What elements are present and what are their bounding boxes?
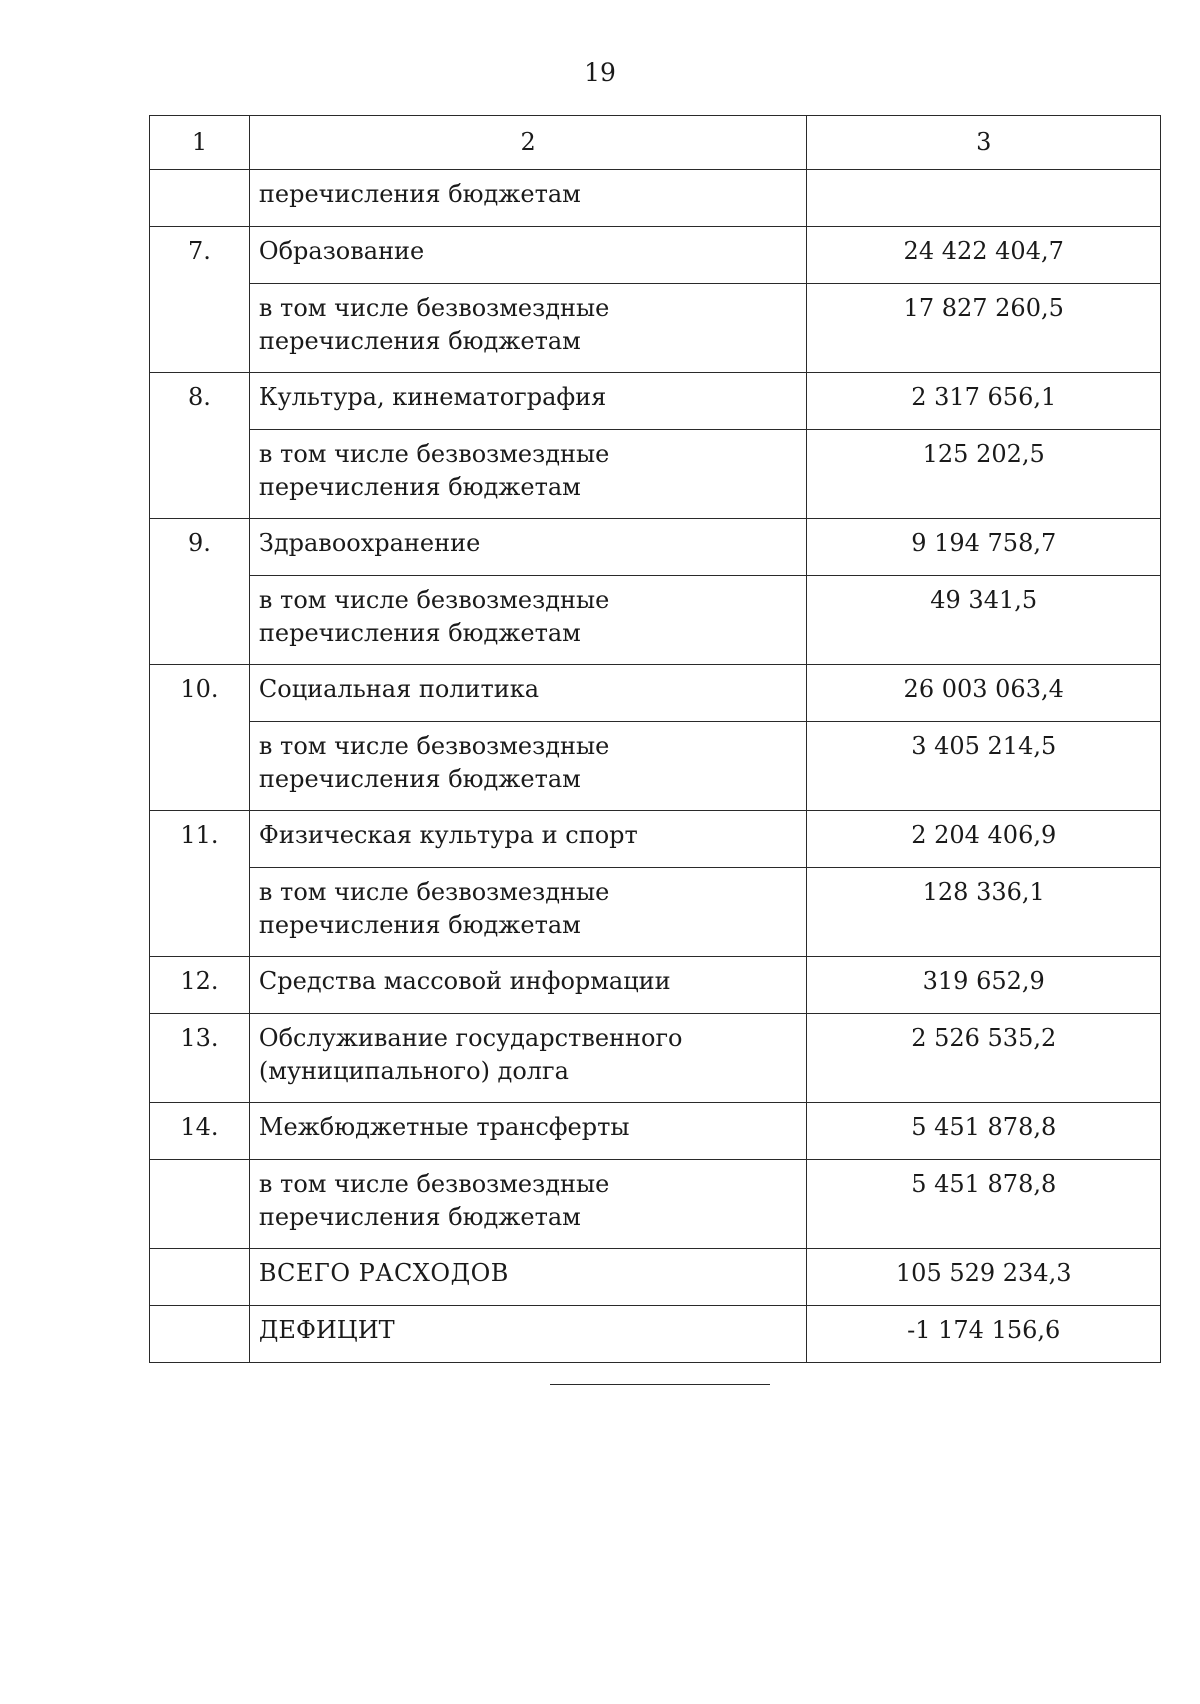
row-number: [150, 1249, 250, 1306]
table-row: [150, 868, 1161, 957]
table-row: [150, 519, 1161, 576]
row-number: 13.: [150, 1014, 250, 1103]
row-name: Обслуживание государственного (муниципального) долга: [249, 1014, 807, 1103]
row-value: 319 652,9: [807, 957, 1161, 1014]
row-number: 12.: [150, 957, 250, 1014]
row-name: Межбюджетные трансферты: [249, 1103, 807, 1160]
row-value: 125 202,5: [807, 430, 1161, 519]
row-name: перечисления бюджетам: [249, 170, 807, 227]
row-value: -1 174 156,6: [807, 1306, 1161, 1363]
table-row: [150, 576, 1161, 665]
row-number: [150, 1160, 250, 1249]
row-value: 2 526 535,2: [807, 1014, 1161, 1103]
table-row: [150, 430, 1161, 519]
row-number: 9.: [150, 519, 250, 665]
table-row: [150, 811, 1161, 868]
row-name: в том числе безвозмездные перечисления бюджетам: [249, 576, 807, 665]
row-name: в том числе безвозмездные перечисления бюджетам: [249, 430, 807, 519]
row-name: Культура, кинематография: [249, 373, 807, 430]
row-number: 7.: [150, 227, 250, 373]
row-value: 3 405 214,5: [807, 722, 1161, 811]
table-row: [150, 1160, 1161, 1249]
row-name: в том числе безвозмездные перечисления бюджетам: [249, 722, 807, 811]
table-row: [150, 1103, 1161, 1160]
table-row: [150, 170, 1161, 227]
row-number: 8.: [150, 373, 250, 519]
total-expenses-row: [150, 1249, 1161, 1306]
table-row: [150, 1014, 1161, 1103]
end-of-document-rule: [550, 1384, 770, 1385]
budget-expenses-table: [149, 115, 1161, 1363]
row-number: 14.: [150, 1103, 250, 1160]
row-value: 24 422 404,7: [807, 227, 1161, 284]
header-col-2: 2: [249, 116, 807, 170]
table-header-row: [150, 116, 1161, 170]
table-row: [150, 284, 1161, 373]
row-name: Социальная политика: [249, 665, 807, 722]
row-number: [150, 170, 250, 227]
row-value: 2 317 656,1: [807, 373, 1161, 430]
row-number: 11.: [150, 811, 250, 957]
row-name: Образование: [249, 227, 807, 284]
row-name: ВСЕГО РАСХОДОВ: [249, 1249, 807, 1306]
header-col-3: 3: [807, 116, 1161, 170]
row-name: Физическая культура и спорт: [249, 811, 807, 868]
table-row: [150, 722, 1161, 811]
table-row: [150, 373, 1161, 430]
row-value: 5 451 878,8: [807, 1160, 1161, 1249]
row-value: 2 204 406,9: [807, 811, 1161, 868]
row-value: 17 827 260,5: [807, 284, 1161, 373]
table-row: [150, 227, 1161, 284]
row-value: 128 336,1: [807, 868, 1161, 957]
row-value: 5 451 878,8: [807, 1103, 1161, 1160]
row-value: 9 194 758,7: [807, 519, 1161, 576]
table-row: [150, 665, 1161, 722]
table-row: [150, 957, 1161, 1014]
row-value: 49 341,5: [807, 576, 1161, 665]
deficit-row: [150, 1306, 1161, 1363]
row-name: Средства массовой информации: [249, 957, 807, 1014]
row-name: в том числе безвозмездные перечисления бюджетам: [249, 284, 807, 373]
row-name: Здравоохранение: [249, 519, 807, 576]
page-number: 19: [584, 58, 616, 87]
row-name: ДЕФИЦИТ: [249, 1306, 807, 1363]
header-col-1: 1: [150, 116, 250, 170]
row-number: [150, 1306, 250, 1363]
row-value: 105 529 234,3: [807, 1249, 1161, 1306]
row-name: в том числе безвозмездные перечисления бюджетам: [249, 868, 807, 957]
row-value: [807, 170, 1161, 227]
row-number: 10.: [150, 665, 250, 811]
row-name: в том числе безвозмездные перечисления бюджетам: [249, 1160, 807, 1249]
row-value: 26 003 063,4: [807, 665, 1161, 722]
